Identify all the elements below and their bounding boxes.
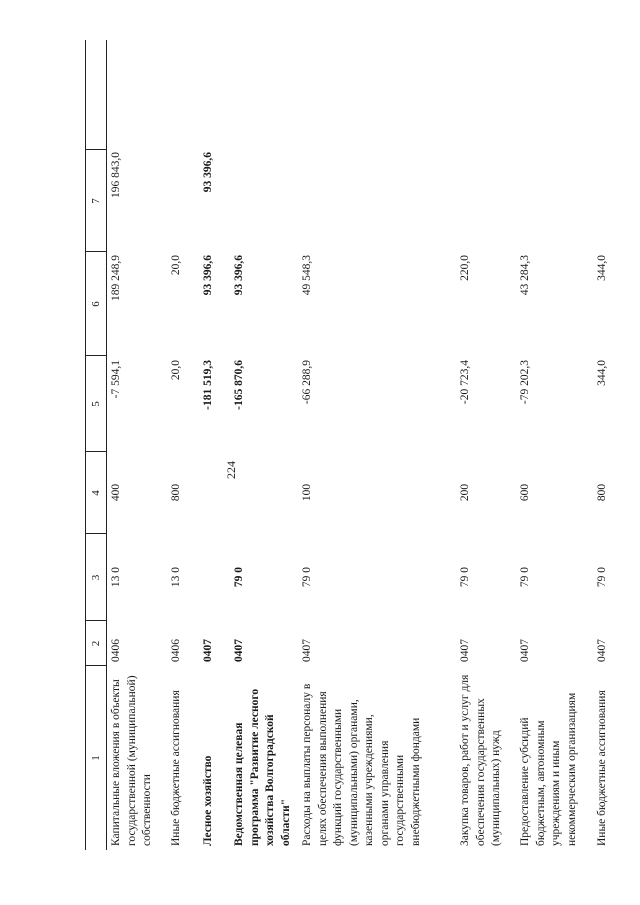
row-value-5: -7 594,1 (110, 360, 122, 399)
row-section-code: 0407 (202, 639, 214, 662)
row-target-article: 79 0 (596, 566, 608, 588)
row-expense-type: 800 (596, 483, 608, 502)
budget-table (85, 40, 620, 850)
row-expense-type: 800 (170, 483, 182, 502)
row-value-5: -181 519,3 (202, 360, 214, 410)
header-bottom-border (106, 40, 107, 850)
row-value-7: 93 396,6 (202, 152, 214, 193)
row-value-5: -165 870,6 (233, 360, 245, 410)
row-value-6: 43 284,3 (519, 255, 531, 296)
row-section-code: 0407 (596, 639, 608, 662)
row-name: Иные бюджетные ассигнования (170, 690, 182, 846)
row-name: Лесное хозяйство (202, 755, 214, 846)
header-col-7: 7 (89, 198, 102, 204)
header-col-6: 6 (89, 301, 102, 307)
row-expense-type: 400 (110, 483, 122, 502)
row-target-article: 13 0 (170, 566, 182, 588)
row-target-article: 79 0 (233, 566, 245, 588)
row-value-6: 20,0 (170, 255, 182, 276)
row-value-5: -66 288,9 (301, 360, 313, 405)
header-col-5: 5 (89, 401, 102, 407)
row-value-6: 189 248,9 (110, 255, 122, 301)
row-value-5: -79 202,3 (519, 360, 531, 405)
row-value-6: 93 396,6 (233, 255, 245, 296)
header-col-2: 2 (89, 640, 102, 647)
row-value-6: 93 396,6 (202, 255, 214, 296)
row-name: Расходы на выплаты персоналу в целях обеспечения выполнения функций государственными (муниципальными) органами, казенными учреждениями, органами управления государственными внебюджетными фондами (301, 683, 422, 846)
row-section-code: 0407 (233, 639, 245, 662)
row-name: Закупка товаров, работ и услуг для обеспечения государственных (муниципальных) нужд (459, 674, 502, 846)
row-expense-type: 100 (301, 483, 313, 502)
row-expense-type: 200 (459, 483, 471, 502)
row-section-code: 0407 (459, 639, 471, 662)
row-value-7: 196 843,0 (110, 152, 122, 198)
row-expense-type: 600 (519, 483, 531, 502)
row-value-5: 20,0 (170, 360, 182, 381)
header-col-3: 3 (89, 574, 102, 581)
row-name: Ведомственная целевая программа "Развитие лесного хозяйства Волгоградской области" (233, 688, 292, 846)
row-section-code: 0407 (519, 639, 531, 662)
row-section-code: 0406 (170, 639, 182, 662)
row-value-5: 344,0 (596, 360, 608, 386)
row-name: Предоставление субсидий бюджетным, автономным учреждениям и иным некоммерческим организациям (519, 692, 578, 846)
row-name: Капитальные вложения в объекты государственной (муниципальной) собственности (110, 675, 153, 846)
row-section-code: 0407 (301, 639, 313, 662)
header-col-4: 4 (89, 490, 102, 496)
header-col-1: 1 (89, 755, 102, 761)
row-target-article: 79 0 (519, 566, 531, 588)
row-value-6: 220,0 (459, 255, 471, 281)
row-value-5: -20 723,4 (459, 360, 471, 405)
row-target-article: 13 0 (110, 566, 122, 588)
row-target-article: 79 0 (459, 566, 471, 588)
page-number: 224 (223, 461, 238, 479)
row-value-6: 344,0 (596, 255, 608, 281)
row-section-code: 0406 (110, 639, 122, 662)
row-name: Иные бюджетные ассигнования (596, 690, 608, 846)
row-target-article: 79 0 (301, 566, 313, 588)
row-value-6: 49 548,3 (301, 255, 313, 296)
